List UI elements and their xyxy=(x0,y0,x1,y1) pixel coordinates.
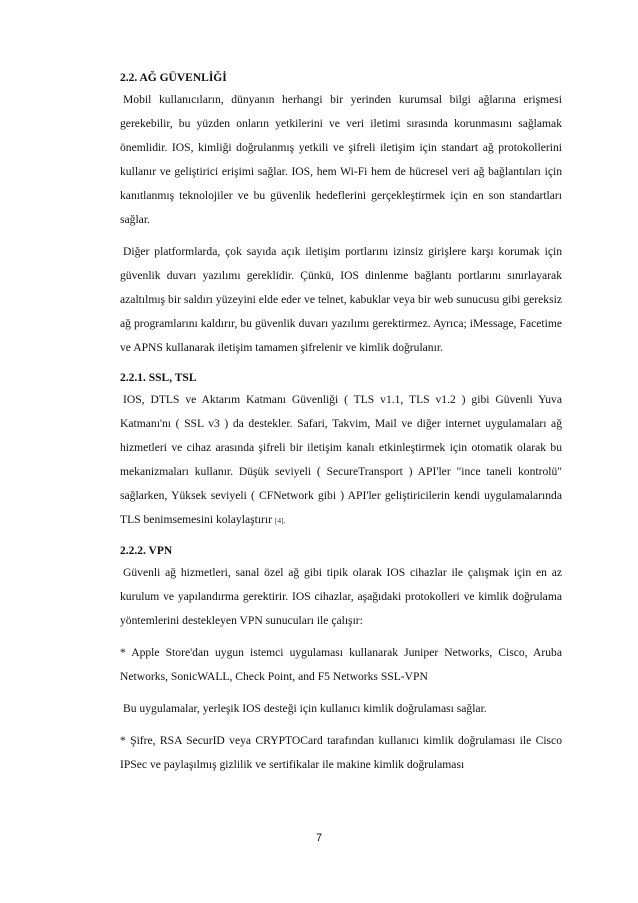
page-number: 7 xyxy=(315,832,323,844)
bullet-ssl-vpn: * Apple Store'dan uygun istemci uygulaması kullanarak Juniper Networks, Cisco, Aruba Networks, SonicWALL, Check Point, and F5 Networks SSL-VPN xyxy=(120,646,562,683)
paragraph-ssl-tls-text: IOS, DTLS ve Aktarım Katmanı Güvenliği ( TLS v1.1, TLS v1.2 ) gibi Güvenli Yuva Katmanı'nı ( SSL v3 ) da destekler. Safari, Takvim, Mail ve diğer internet uygulamaları ağ hizmetleri ve cihaz arasında şifreli bir iletişim kanalı etkinleştirmek için otomatik olarak bu mekanizmaları kullanır. Düşük seviyeli ( SecureTransport ) API'ler "ince taneli kontrolü" sağlarken, Yüksek seviyeli ( CFNetwork gibi ) API'ler geliştiricilerin kendi uygulamalarında TLS benimsemesini kolaylaştırır xyxy=(120,393,562,526)
section-heading-vpn: 2.2.2. VPN xyxy=(120,545,173,557)
paragraph-ssl-tls xyxy=(120,388,562,533)
paragraph-firewall: Diğer platformlarda, çok sayıda açık iletişim portlarını izinsiz girişlere karşı korumak için güvenlik duvarı yazılımı gereklidir. Çünkü, IOS dinlenme bağlantı portlarını sınırlayarak azaltılmış bir saldırı yüzeyini elde eder ve telnet, kabuklar veya bir web sunucusu gibi gereksiz ağ programlarını kaldırır, bu güvenlik duvarı yazılımı gerektirmez. Ayrıca; iMessage, Facetime ve APNS kullanarak iletişim tamamen şifrelenir ve kimlik doğrulanır. xyxy=(120,245,562,354)
paragraph-mobile-users: Mobil kullanıcıların, dünyanın herhangi bir yerinden kurumsal bilgi ağlarına erişmesi gerekebilir, bu yüzden onların yetkilerini ve veri iletimi sırasında korunmasını sağlamak önemlidir. IOS, kimliği doğrulanmış yetkili ve şifreli iletişim için standart ağ protokollerini kullanır ve geliştirici erişimi sağlar. IOS, hem Wi-Fi hem de hücresel veri ağ bağlantıları için kanıtlanmış teknolojiler ve bu güvenlik hedeflerini gerçekleştirmek için en son standartları sağlar. xyxy=(120,93,562,226)
paragraph-apps-auth: Bu uygulamalar, yerleşik IOS desteği için kullanıcı kimlik doğrulaması sağlar. xyxy=(123,702,487,715)
bullet-ipsec: * Şifre, RSA SecurID veya CRYPTOCard tarafından kullanıcı kimlik doğrulaması ile Cisco IPSec ve paylaşılmış gizlilik ve sertifikalar ile makine kimlik doğrulaması xyxy=(120,734,562,771)
citation-reference: [4]. xyxy=(274,516,286,525)
page-content xyxy=(120,68,562,777)
paragraph-vpn-intro: Güvenli ağ hizmetleri, sanal özel ağ gibi tipik olarak IOS cihazlar ile çalışmak için en az kurulum ve yapılandırma gerektirir. IOS cihazlar, aşağıdaki protokolleri ve kimlik doğrulama yöntemlerini destekleyen VPN sunucuları ile çalışır: xyxy=(120,566,562,627)
section-heading-ag-guvenligi: 2.2. AĞ GÜVENLİĞİ xyxy=(120,72,227,84)
section-heading-ssl-tsl: 2.2.1. SSL, TSL xyxy=(120,372,197,384)
